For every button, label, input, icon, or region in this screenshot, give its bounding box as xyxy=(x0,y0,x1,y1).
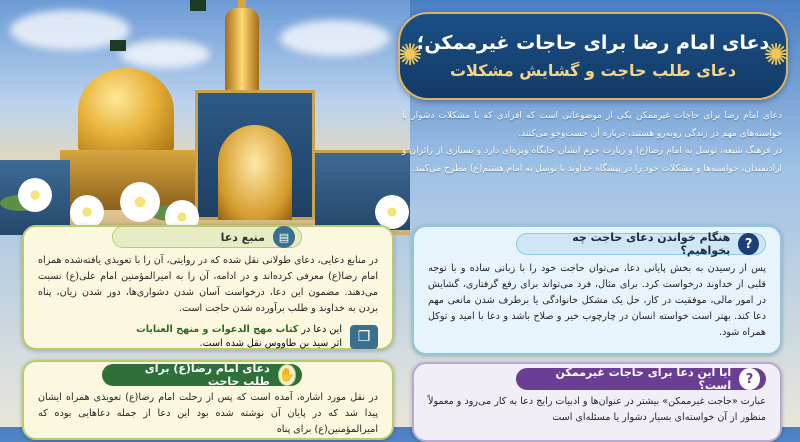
golden-iwan-arch xyxy=(218,125,292,220)
flower-icon xyxy=(120,182,160,222)
flower-icon xyxy=(375,195,409,229)
intro-text xyxy=(402,108,782,178)
source-card xyxy=(22,225,394,350)
dua-card-body: در نقل مورد اشاره، آمده است که پس از رحلت امام رضا(ع) تعویذی همراه ایشان پیدا شد که در پایان آن نوشته شده بود این دعا از جمله دعاهایی بوده که امیرالمؤمنین(ع) برای پناه xyxy=(38,392,378,435)
dua-card-header xyxy=(102,364,302,386)
what-card-body: عبارت «حاجت غیرممکن» بیشتر در عنوان‌ها و ادبیات رایج دعا به کار می‌رود و معمولاً منظور از آن خواسته‌ای بسیار دشوار یا مسئله‌ای است xyxy=(428,396,766,423)
book-reference xyxy=(136,323,378,351)
source-card-body: در منابع دعایی، دعای طولانی نقل شده که در روایتی، آن را با تعویذی یافته‌شده همراه امام رضا(ع) معرفی کرده‌اند و در ادامه، آن را به امیرالمؤمنین امام علی(ع) نسبت می‌دهند. مضمون این دعا، درخواست آسان شدن دشواری‌ها، دور شدن زیان، پناه بردن به خداوند و طلب برآورده شدن حاجت است. xyxy=(38,255,378,314)
book-icon: ❒ xyxy=(350,325,378,349)
when-card-header xyxy=(516,233,766,255)
ornament-star-icon: ✺ xyxy=(763,38,789,73)
flower-icon xyxy=(18,178,52,212)
page-subtitle: دعای طلب حاجت و گشایش مشکلات xyxy=(449,61,737,80)
dua-card-title: دعای امام رضا(ع) برای طلب حاجت xyxy=(144,362,270,388)
source-card-header xyxy=(112,226,302,248)
source-card-title: منبع دعا xyxy=(220,230,265,244)
intro-paragraph: در فرهنگ شیعه، توسل به امام رضا(ع) و زیارت حرم ایشان جایگاه ویژه‌ای دارد و بسیاری از زائران و ارادتمندان، خواسته‌ها و مشکلات خود را در پیشگاه خداوند با توسل به امام هشتم(ع) مطرح می‌کنند. xyxy=(402,146,782,174)
title-banner xyxy=(398,12,788,100)
golden-dome xyxy=(78,68,174,154)
hands-icon: ✋ xyxy=(278,364,296,386)
golden-minaret xyxy=(225,8,259,103)
book-title: کتاب مهج الدعوات و منهج العنایات xyxy=(136,324,299,335)
what-card-title: آیا این دعا برای حاجات غیرممکن است؟ xyxy=(555,366,732,392)
page-title: دعای امام رضا برای حاجات غیرممکن؛ xyxy=(416,32,770,54)
book-line-prefix: این دعا در xyxy=(301,324,342,335)
shrine-illustration xyxy=(0,0,410,235)
book-open-icon: ▤ xyxy=(273,226,295,248)
when-card xyxy=(412,225,782,355)
what-card xyxy=(412,362,782,442)
flag-icon xyxy=(110,40,126,51)
ornament-star-icon: ✺ xyxy=(397,38,423,73)
what-card-header xyxy=(516,368,766,390)
when-card-title: هنگام خواندن دعای حاجت چه بخواهیم؟ xyxy=(572,231,731,257)
book-line-suffix: اثر سید بن طاووس نقل شده است. xyxy=(199,338,342,349)
flower-icon xyxy=(70,195,104,229)
intro-paragraph: دعای امام رضا برای حاجات غیرممکن یکی از موضوعاتی است که افرادی که با مشکلات دشوار یا خواسته‌های مهم در زندگی روبه‌رو هستند، درباره آن جست‌وجو می‌کنند. xyxy=(402,111,782,139)
when-card-body: پس از رسیدن به بخش پایانی دعا، می‌توان حاجت خود را با زبانی ساده و با توجه قلبی از خداوند درخواست کرد. برای مثال، فرد می‌تواند برای رفع گرفتاری، گشایش در امور مالی، موفقیت در کار، حل یک مشکل خانوادگی یا برطرف شدن مانعی مهم دعا کند. بهتر است خواسته انسان در چارچوب خیر و صلاح باشد و دعا با امید و توکل همراه شود. xyxy=(428,263,766,338)
question-icon: ? xyxy=(739,368,760,390)
question-icon: ? xyxy=(738,233,759,255)
dua-card xyxy=(22,360,394,440)
flag-icon xyxy=(190,0,206,11)
